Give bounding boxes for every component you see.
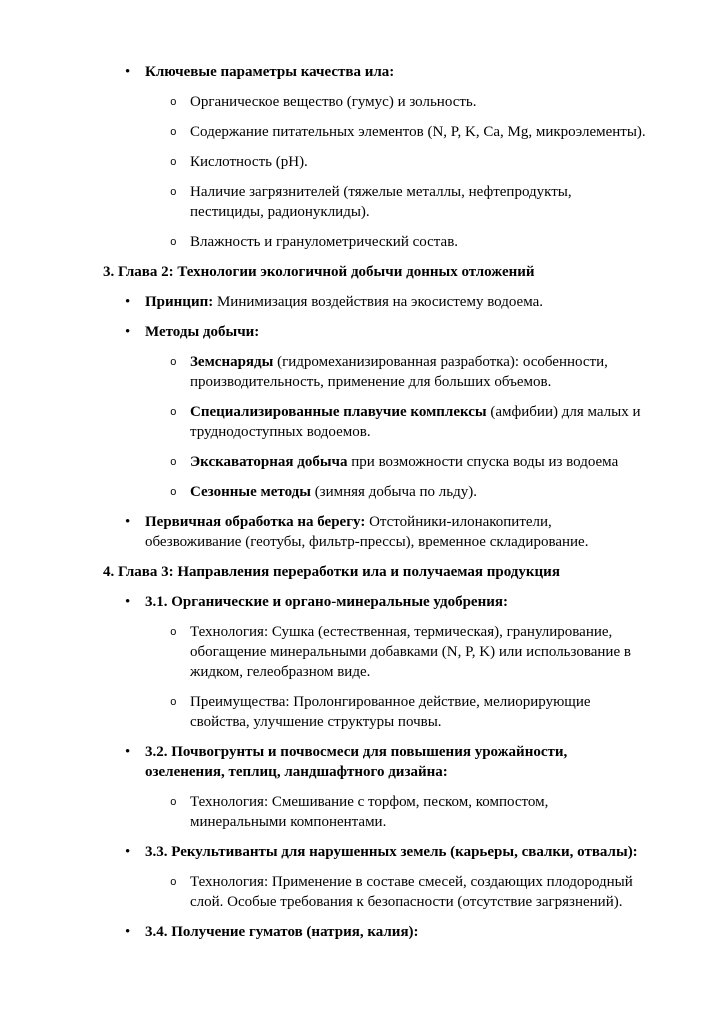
- bullet-item-level1: [103, 292, 648, 312]
- text-run: Влажность и гранулометрический состав.: [190, 234, 459, 250]
- bullet-item-level2: [103, 152, 648, 172]
- bullet-item-level1: [103, 512, 648, 552]
- bullet-item-level2: [103, 792, 648, 832]
- bullet-circle-marker: o: [170, 457, 177, 469]
- bullet-item-level2: [103, 872, 648, 912]
- bullet-item-level2: [103, 122, 648, 142]
- bullet-item-level2: [103, 622, 648, 682]
- text-run: Экскаваторная добыча: [190, 454, 348, 470]
- bullet-circle-marker: o: [170, 187, 177, 199]
- text-run: (гидромеханизированная разработка): особенности, производительность, применение для больших объемов.: [190, 354, 608, 390]
- bullet-item-level2: [103, 692, 648, 732]
- bullet-item-level1: [103, 322, 648, 342]
- text-run: Сезонные методы: [190, 484, 311, 500]
- text-run: (амфибии) для малых и труднодоступных водоемов.: [190, 404, 641, 440]
- text-run: 4. Глава 3: Направления переработки ила и получаемая продукция: [103, 564, 560, 580]
- text-run: Отстойники-илонакопители, обезвоживание (геотубы, фильтр-прессы), временное складирование.: [145, 514, 589, 550]
- bullet-circle-marker: o: [170, 97, 177, 109]
- bullet-item-level2: [103, 92, 648, 112]
- bullet-item-level1: [103, 592, 648, 612]
- bullet-item-level2: [103, 182, 648, 222]
- text-run: 3.4. Получение гуматов (натрия, калия):: [145, 924, 419, 940]
- text-run: (зимняя добыча по льду).: [310, 484, 477, 500]
- bullet-item-level1: [103, 62, 648, 82]
- bullet-circle-marker: o: [170, 487, 177, 499]
- numbered-heading: [103, 262, 648, 282]
- text-run: Земснаряды: [190, 354, 274, 370]
- bullet-circle-marker: o: [170, 627, 177, 639]
- bullet-circle-marker: o: [170, 697, 177, 709]
- text-run: Первичная обработка на берегу:: [145, 514, 366, 530]
- bullet-circle-marker: o: [170, 357, 177, 369]
- bullet-item-level2: [103, 352, 648, 392]
- text-run: Наличие загрязнителей (тяжелые металлы, нефтепродукты, пестициды, радионуклиды).: [190, 184, 572, 220]
- text-run: Принцип:: [145, 294, 214, 310]
- text-run: Ключевые параметры качества ила:: [145, 64, 395, 80]
- text-run: 3.1. Органические и органо-минеральные удобрения:: [145, 594, 508, 610]
- bullet-circle-marker: o: [170, 407, 177, 419]
- bullet-disc-marker: •: [125, 294, 131, 310]
- text-run: Кислотность (pH).: [190, 154, 308, 170]
- bullet-disc-marker: •: [125, 514, 131, 530]
- document-content: [103, 62, 648, 942]
- bullet-item-level1: [103, 742, 648, 782]
- text-run: Технология: Смешивание с торфом, песком, компостом, минеральными компонентами.: [190, 794, 549, 830]
- text-run: 3. Глава 2: Технологии экологичной добычи донных отложений: [103, 264, 535, 280]
- text-run: 3.2. Почвогрунты и почвосмеси для повышения урожайности, озеленения, теплиц, ландшафтного дизайна:: [145, 744, 568, 780]
- bullet-circle-marker: o: [170, 127, 177, 139]
- bullet-circle-marker: o: [170, 877, 177, 889]
- text-run: Органическое вещество (гумус) и зольность.: [190, 94, 477, 110]
- bullet-item-level2: [103, 482, 648, 502]
- bullet-item-level2: [103, 232, 648, 252]
- text-run: при возможности спуска воды из водоема: [347, 454, 619, 470]
- bullet-disc-marker: •: [125, 744, 131, 760]
- text-run: Минимизация воздействия на экосистему водоема.: [213, 294, 544, 310]
- bullet-disc-marker: •: [125, 594, 131, 610]
- bullet-item-level1: [103, 842, 648, 862]
- text-run: Технология: Применение в составе смесей, создающих плодородный слой. Особые требования к безопасности (отсутствие загрязнений).: [190, 874, 633, 910]
- bullet-item-level2: [103, 402, 648, 442]
- bullet-disc-marker: •: [125, 324, 131, 340]
- text-run: Преимущества: Пролонгированное действие, мелиорирующие свойства, улучшение структуры почвы.: [190, 694, 591, 730]
- bullet-circle-marker: o: [170, 797, 177, 809]
- text-run: Методы добычи:: [145, 324, 260, 340]
- bullet-disc-marker: •: [125, 844, 131, 860]
- bullet-disc-marker: •: [125, 64, 131, 80]
- numbered-heading: [103, 562, 648, 582]
- bullet-disc-marker: •: [125, 924, 131, 940]
- bullet-item-level2: [103, 452, 648, 472]
- bullet-item-level1: [103, 922, 648, 942]
- text-run: Содержание питательных элементов (N, P, K, Ca, Mg, микроэлементы).: [190, 124, 646, 140]
- bullet-circle-marker: o: [170, 157, 177, 169]
- text-run: Специализированные плавучие комплексы: [190, 404, 487, 420]
- bullet-circle-marker: o: [170, 237, 177, 249]
- text-run: 3.3. Рекультиванты для нарушенных земель (карьеры, свалки, отвалы):: [145, 844, 638, 860]
- text-run: Технология: Сушка (естественная, термическая), гранулирование, обогащение минеральными добавками (N, P, K) или использование в жидком, гелеобразном виде.: [190, 624, 631, 680]
